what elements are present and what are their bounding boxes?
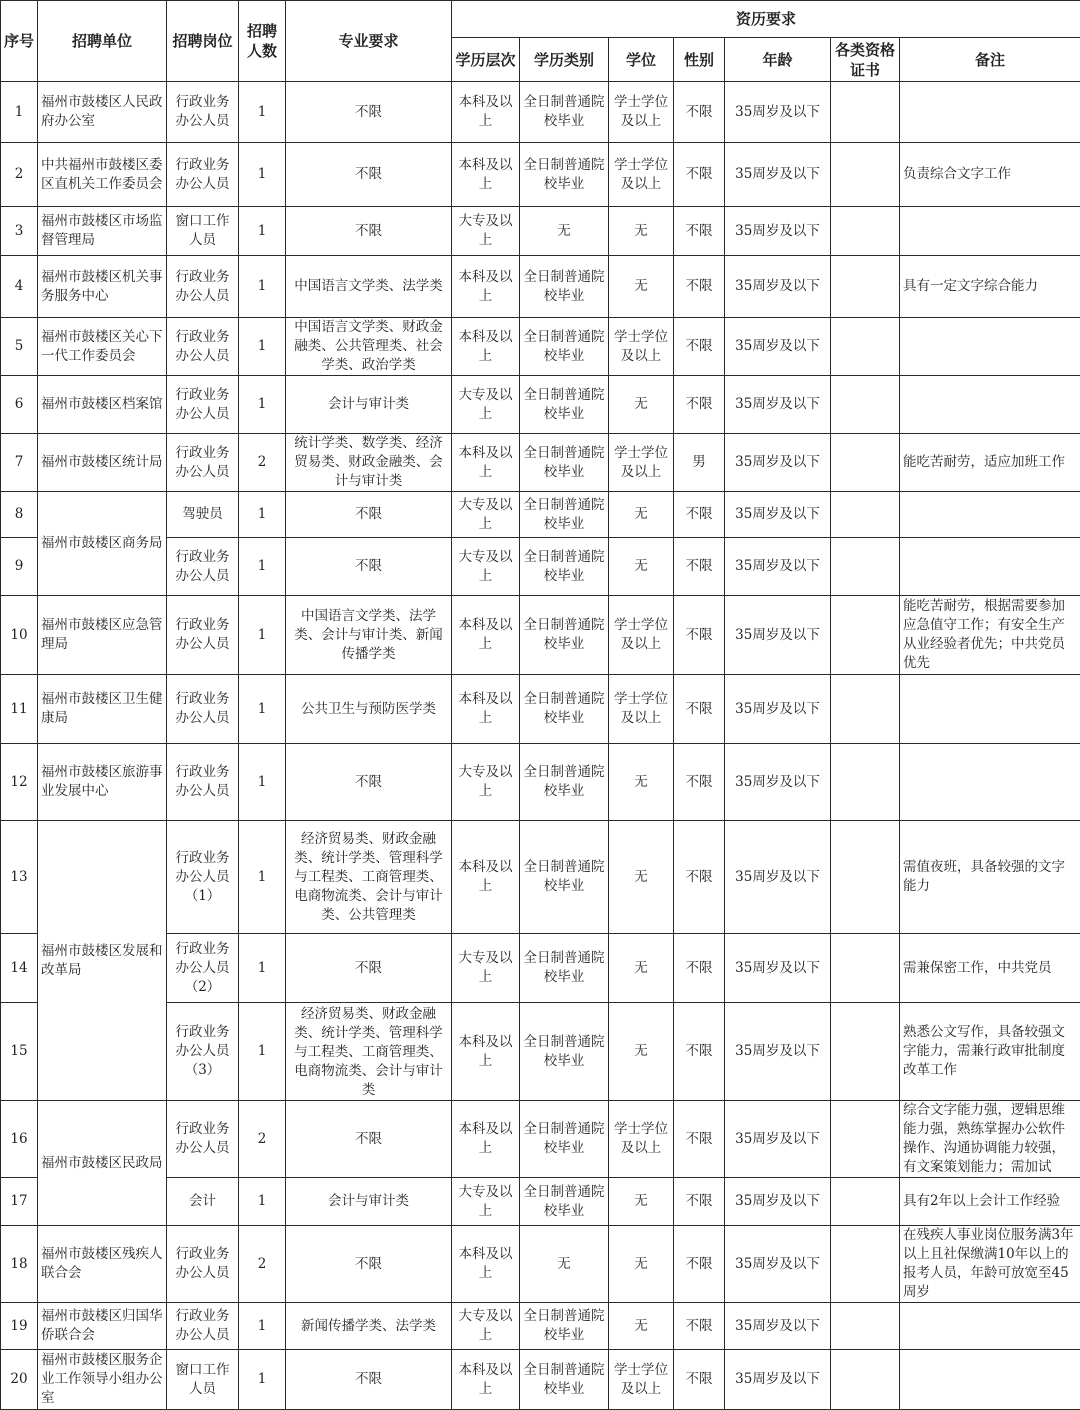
cell-age: 35周岁及以下 <box>725 1003 831 1101</box>
cell-age: 35周岁及以下 <box>725 821 831 934</box>
cell-remarks <box>900 82 1080 143</box>
header-remarks: 备注 <box>900 38 1080 82</box>
cell-degree: 无 <box>609 1178 674 1226</box>
cell-position: 行政业务办公人员（2） <box>167 934 239 1003</box>
cell-degree: 学士学位及以上 <box>609 143 674 207</box>
table-row <box>1 143 1080 207</box>
cell-major: 中国语言文学类、法学类、会计与审计类、新闻传播学类 <box>286 596 452 675</box>
cell-edu-level: 本科及以上 <box>452 143 520 207</box>
cell-edu-category: 全日制普通院校毕业 <box>520 596 609 675</box>
cell-edu-category: 全日制普通院校毕业 <box>520 376 609 434</box>
cell-major: 不限 <box>286 744 452 821</box>
cell-edu-category: 全日制普通院校毕业 <box>520 1003 609 1101</box>
cell-edu-level: 本科及以上 <box>452 1101 520 1178</box>
cell-edu-level: 本科及以上 <box>452 821 520 934</box>
cell-gender: 不限 <box>674 744 725 821</box>
cell-degree: 无 <box>609 492 674 538</box>
cell-edu-level: 本科及以上 <box>452 675 520 744</box>
cell-age: 35周岁及以下 <box>725 538 831 596</box>
header-unit: 招聘单位 <box>38 1 167 82</box>
cell-seq: 15 <box>1 1003 38 1101</box>
cell-edu-level: 本科及以上 <box>452 1350 520 1410</box>
cell-position: 行政业务办公人员 <box>167 1226 239 1303</box>
cell-edu-category: 无 <box>520 1226 609 1303</box>
cell-gender: 不限 <box>674 256 725 318</box>
cell-age: 35周岁及以下 <box>725 1178 831 1226</box>
cell-major: 不限 <box>286 1350 452 1410</box>
cell-degree: 学士学位及以上 <box>609 1350 674 1410</box>
header-position: 招聘岗位 <box>167 1 239 82</box>
cell-certificate <box>831 1178 900 1226</box>
cell-count: 1 <box>239 821 286 934</box>
cell-edu-category: 全日制普通院校毕业 <box>520 744 609 821</box>
cell-unit: 福州市鼓楼区机关事务服务中心 <box>38 256 167 318</box>
table-row <box>1 492 1080 538</box>
cell-edu-level: 大专及以上 <box>452 376 520 434</box>
cell-degree: 学士学位及以上 <box>609 434 674 492</box>
cell-edu-level: 本科及以上 <box>452 82 520 143</box>
cell-unit: 福州市鼓楼区应急管理局 <box>38 596 167 675</box>
cell-edu-level: 大专及以上 <box>452 934 520 1003</box>
cell-seq: 19 <box>1 1303 38 1350</box>
header-degree: 学位 <box>609 38 674 82</box>
cell-degree: 学士学位及以上 <box>609 1101 674 1178</box>
cell-seq: 20 <box>1 1350 38 1410</box>
cell-position: 行政业务办公人员 <box>167 1303 239 1350</box>
cell-certificate <box>831 821 900 934</box>
cell-remarks: 负责综合文字工作 <box>900 143 1080 207</box>
cell-gender: 不限 <box>674 1003 725 1101</box>
cell-seq: 6 <box>1 376 38 434</box>
cell-certificate <box>831 1350 900 1410</box>
table-row <box>1 744 1080 821</box>
table-row <box>1 1303 1080 1350</box>
cell-edu-level: 大专及以上 <box>452 538 520 596</box>
cell-unit: 福州市鼓楼区人民政府办公室 <box>38 82 167 143</box>
cell-seq: 10 <box>1 596 38 675</box>
cell-unit: 福州市鼓楼区商务局 <box>38 492 167 596</box>
table-row <box>1 675 1080 744</box>
cell-certificate <box>831 376 900 434</box>
cell-seq: 5 <box>1 318 38 376</box>
cell-seq: 13 <box>1 821 38 934</box>
cell-unit: 福州市鼓楼区档案馆 <box>38 376 167 434</box>
cell-position: 会计 <box>167 1178 239 1226</box>
cell-degree: 无 <box>609 934 674 1003</box>
table-row <box>1 1101 1080 1178</box>
cell-remarks: 能吃苦耐劳，适应加班工作 <box>900 434 1080 492</box>
cell-gender: 不限 <box>674 318 725 376</box>
cell-certificate <box>831 492 900 538</box>
cell-position: 行政业务办公人员 <box>167 256 239 318</box>
cell-remarks <box>900 538 1080 596</box>
cell-seq: 1 <box>1 82 38 143</box>
cell-degree: 无 <box>609 821 674 934</box>
cell-major: 会计与审计类 <box>286 1178 452 1226</box>
cell-major: 新闻传播学类、法学类 <box>286 1303 452 1350</box>
cell-count: 1 <box>239 82 286 143</box>
table-row <box>1 82 1080 143</box>
cell-seq: 7 <box>1 434 38 492</box>
cell-count: 2 <box>239 434 286 492</box>
cell-age: 35周岁及以下 <box>725 1226 831 1303</box>
cell-seq: 9 <box>1 538 38 596</box>
cell-seq: 12 <box>1 744 38 821</box>
cell-degree: 无 <box>609 376 674 434</box>
cell-count: 1 <box>239 143 286 207</box>
cell-age: 35周岁及以下 <box>725 675 831 744</box>
cell-degree: 无 <box>609 256 674 318</box>
cell-edu-category: 全日制普通院校毕业 <box>520 492 609 538</box>
cell-remarks <box>900 318 1080 376</box>
cell-certificate <box>831 434 900 492</box>
cell-age: 35周岁及以下 <box>725 492 831 538</box>
cell-major: 会计与审计类 <box>286 376 452 434</box>
cell-seq: 3 <box>1 207 38 256</box>
cell-age: 35周岁及以下 <box>725 207 831 256</box>
table-row <box>1 821 1080 934</box>
cell-certificate <box>831 934 900 1003</box>
cell-edu-category: 全日制普通院校毕业 <box>520 1101 609 1178</box>
cell-age: 35周岁及以下 <box>725 256 831 318</box>
cell-edu-category: 全日制普通院校毕业 <box>520 318 609 376</box>
cell-seq: 17 <box>1 1178 38 1226</box>
cell-gender: 不限 <box>674 1350 725 1410</box>
cell-major: 不限 <box>286 492 452 538</box>
cell-certificate <box>831 538 900 596</box>
cell-unit: 福州市鼓楼区市场监督管理局 <box>38 207 167 256</box>
cell-age: 35周岁及以下 <box>725 82 831 143</box>
cell-position: 行政业务办公人员 <box>167 596 239 675</box>
cell-seq: 18 <box>1 1226 38 1303</box>
cell-count: 2 <box>239 1101 286 1178</box>
cell-position: 窗口工作人员 <box>167 207 239 256</box>
cell-major: 不限 <box>286 1226 452 1303</box>
cell-remarks: 具有2年以上会计工作经验 <box>900 1178 1080 1226</box>
cell-age: 35周岁及以下 <box>725 143 831 207</box>
cell-edu-level: 本科及以上 <box>452 318 520 376</box>
cell-certificate <box>831 1101 900 1178</box>
cell-age: 35周岁及以下 <box>725 318 831 376</box>
cell-remarks: 需值夜班，具备较强的文字能力 <box>900 821 1080 934</box>
header-count: 招聘人数 <box>239 1 286 82</box>
cell-count: 1 <box>239 376 286 434</box>
table-row <box>1 376 1080 434</box>
cell-gender: 不限 <box>674 596 725 675</box>
cell-major: 不限 <box>286 538 452 596</box>
cell-edu-category: 全日制普通院校毕业 <box>520 143 609 207</box>
cell-remarks: 综合文字能力强，逻辑思维能力强，熟练掌握办公软件操作、沟通协调能力较强，有文案策划能力；需加试 <box>900 1101 1080 1178</box>
cell-gender: 不限 <box>674 538 725 596</box>
table-row <box>1 596 1080 675</box>
cell-count: 1 <box>239 675 286 744</box>
cell-certificate <box>831 1226 900 1303</box>
cell-seq: 11 <box>1 675 38 744</box>
cell-gender: 不限 <box>674 1101 725 1178</box>
cell-unit: 中共福州市鼓楼区委区直机关工作委员会 <box>38 143 167 207</box>
cell-unit: 福州市鼓楼区民政局 <box>38 1101 167 1226</box>
cell-degree: 无 <box>609 1003 674 1101</box>
cell-age: 35周岁及以下 <box>725 1350 831 1410</box>
cell-edu-level: 本科及以上 <box>452 596 520 675</box>
cell-position: 行政业务办公人员 <box>167 82 239 143</box>
cell-position: 窗口工作人员 <box>167 1350 239 1410</box>
cell-unit: 福州市鼓楼区残疾人联合会 <box>38 1226 167 1303</box>
cell-major: 不限 <box>286 1101 452 1178</box>
cell-position: 行政业务办公人员 <box>167 675 239 744</box>
cell-edu-category: 全日制普通院校毕业 <box>520 82 609 143</box>
cell-edu-level: 本科及以上 <box>452 1003 520 1101</box>
cell-position: 行政业务办公人员 <box>167 318 239 376</box>
cell-age: 35周岁及以下 <box>725 596 831 675</box>
cell-gender: 不限 <box>674 1178 725 1226</box>
cell-position: 驾驶员 <box>167 492 239 538</box>
header-major: 专业要求 <box>286 1 452 82</box>
cell-gender: 不限 <box>674 1226 725 1303</box>
cell-certificate <box>831 1003 900 1101</box>
cell-major: 中国语言文学类、财政金融类、公共管理类、社会学类、政治学类 <box>286 318 452 376</box>
cell-edu-category: 全日制普通院校毕业 <box>520 256 609 318</box>
header-qualifications: 资历要求 <box>452 1 1080 38</box>
cell-seq: 2 <box>1 143 38 207</box>
cell-degree: 无 <box>609 1226 674 1303</box>
cell-edu-level: 大专及以上 <box>452 1178 520 1226</box>
cell-degree: 无 <box>609 538 674 596</box>
header-seq: 序号 <box>1 1 38 82</box>
cell-certificate <box>831 256 900 318</box>
cell-certificate <box>831 1303 900 1350</box>
cell-position: 行政业务办公人员 <box>167 1101 239 1178</box>
cell-gender: 不限 <box>674 207 725 256</box>
cell-seq: 14 <box>1 934 38 1003</box>
cell-edu-level: 大专及以上 <box>452 492 520 538</box>
cell-major: 统计学类、数学类、经济贸易类、财政金融类、会计与审计类 <box>286 434 452 492</box>
cell-age: 35周岁及以下 <box>725 934 831 1003</box>
cell-edu-category: 无 <box>520 207 609 256</box>
cell-count: 2 <box>239 1226 286 1303</box>
cell-position: 行政业务办公人员（3） <box>167 1003 239 1101</box>
cell-count: 1 <box>239 538 286 596</box>
cell-count: 1 <box>239 1003 286 1101</box>
cell-gender: 不限 <box>674 82 725 143</box>
cell-gender: 不限 <box>674 934 725 1003</box>
cell-age: 35周岁及以下 <box>725 1101 831 1178</box>
cell-degree: 无 <box>609 1303 674 1350</box>
cell-certificate <box>831 744 900 821</box>
header-age: 年龄 <box>725 38 831 82</box>
cell-edu-category: 全日制普通院校毕业 <box>520 434 609 492</box>
cell-edu-category: 全日制普通院校毕业 <box>520 821 609 934</box>
table-row <box>1 207 1080 256</box>
cell-edu-category: 全日制普通院校毕业 <box>520 538 609 596</box>
table-row <box>1 1226 1080 1303</box>
cell-major: 公共卫生与预防医学类 <box>286 675 452 744</box>
cell-count: 1 <box>239 744 286 821</box>
cell-seq: 8 <box>1 492 38 538</box>
cell-count: 1 <box>239 492 286 538</box>
cell-gender: 不限 <box>674 492 725 538</box>
header-certificate: 各类资格证书 <box>831 38 900 82</box>
cell-count: 1 <box>239 256 286 318</box>
cell-count: 1 <box>239 1303 286 1350</box>
cell-position: 行政业务办公人员 <box>167 434 239 492</box>
cell-remarks: 具有一定文字综合能力 <box>900 256 1080 318</box>
cell-count: 1 <box>239 1350 286 1410</box>
cell-age: 35周岁及以下 <box>725 376 831 434</box>
table-row <box>1 318 1080 376</box>
cell-unit: 福州市鼓楼区关心下一代工作委员会 <box>38 318 167 376</box>
cell-position: 行政业务办公人员（1） <box>167 821 239 934</box>
cell-edu-level: 本科及以上 <box>452 256 520 318</box>
cell-unit: 福州市鼓楼区卫生健康局 <box>38 675 167 744</box>
cell-edu-level: 大专及以上 <box>452 744 520 821</box>
cell-gender: 不限 <box>674 821 725 934</box>
cell-remarks <box>900 376 1080 434</box>
cell-unit: 福州市鼓楼区归国华侨联合会 <box>38 1303 167 1350</box>
cell-remarks <box>900 207 1080 256</box>
cell-remarks <box>900 1303 1080 1350</box>
cell-remarks: 需兼保密工作，中共党员 <box>900 934 1080 1003</box>
cell-major: 不限 <box>286 207 452 256</box>
cell-unit: 福州市鼓楼区旅游事业发展中心 <box>38 744 167 821</box>
cell-edu-category: 全日制普通院校毕业 <box>520 675 609 744</box>
cell-major: 经济贸易类、财政金融类、统计学类、管理科学与工程类、工商管理类、电商物流类、会计与审计类 <box>286 1003 452 1101</box>
table-row <box>1 1350 1080 1410</box>
cell-degree: 学士学位及以上 <box>609 82 674 143</box>
cell-major: 不限 <box>286 143 452 207</box>
cell-certificate <box>831 596 900 675</box>
cell-age: 35周岁及以下 <box>725 434 831 492</box>
cell-certificate <box>831 143 900 207</box>
cell-gender: 不限 <box>674 675 725 744</box>
cell-degree: 学士学位及以上 <box>609 318 674 376</box>
cell-remarks: 能吃苦耐劳，根据需要参加应急值守工作；有安全生产从业经验者优先；中共党员优先 <box>900 596 1080 675</box>
cell-count: 1 <box>239 596 286 675</box>
cell-position: 行政业务办公人员 <box>167 376 239 434</box>
cell-major: 不限 <box>286 82 452 143</box>
cell-remarks: 熟悉公文写作，具备较强文字能力，需兼行政审批制度改革工作 <box>900 1003 1080 1101</box>
cell-remarks <box>900 492 1080 538</box>
cell-count: 1 <box>239 934 286 1003</box>
header-gender: 性别 <box>674 38 725 82</box>
cell-unit: 福州市鼓楼区发展和改革局 <box>38 821 167 1101</box>
cell-remarks <box>900 675 1080 744</box>
cell-seq: 4 <box>1 256 38 318</box>
cell-major: 不限 <box>286 934 452 1003</box>
cell-certificate <box>831 82 900 143</box>
cell-certificate <box>831 207 900 256</box>
cell-seq: 16 <box>1 1101 38 1178</box>
table-row <box>1 434 1080 492</box>
cell-position: 行政业务办公人员 <box>167 744 239 821</box>
cell-edu-level: 大专及以上 <box>452 207 520 256</box>
cell-certificate <box>831 318 900 376</box>
cell-gender: 男 <box>674 434 725 492</box>
cell-edu-level: 本科及以上 <box>452 434 520 492</box>
cell-count: 1 <box>239 207 286 256</box>
cell-degree: 无 <box>609 744 674 821</box>
cell-unit: 福州市鼓楼区服务企业工作领导小组办公室 <box>38 1350 167 1410</box>
cell-age: 35周岁及以下 <box>725 744 831 821</box>
header-edu-category: 学历类别 <box>520 38 609 82</box>
cell-edu-category: 全日制普通院校毕业 <box>520 1350 609 1410</box>
cell-gender: 不限 <box>674 376 725 434</box>
header-edu-level: 学历层次 <box>452 38 520 82</box>
table-row <box>1 256 1080 318</box>
cell-remarks <box>900 744 1080 821</box>
cell-edu-level: 本科及以上 <box>452 1226 520 1303</box>
cell-unit: 福州市鼓楼区统计局 <box>38 434 167 492</box>
cell-certificate <box>831 675 900 744</box>
cell-edu-level: 大专及以上 <box>452 1303 520 1350</box>
cell-edu-category: 全日制普通院校毕业 <box>520 934 609 1003</box>
cell-gender: 不限 <box>674 1303 725 1350</box>
cell-position: 行政业务办公人员 <box>167 538 239 596</box>
cell-remarks: 在残疾人事业岗位服务满3年以上且社保缴满10年以上的报考人员，年龄可放宽至45周岁 <box>900 1226 1080 1303</box>
cell-gender: 不限 <box>674 143 725 207</box>
cell-degree: 学士学位及以上 <box>609 675 674 744</box>
cell-degree: 无 <box>609 207 674 256</box>
cell-count: 1 <box>239 1178 286 1226</box>
cell-edu-category: 全日制普通院校毕业 <box>520 1303 609 1350</box>
cell-major: 中国语言文学类、法学类 <box>286 256 452 318</box>
cell-position: 行政业务办公人员 <box>167 143 239 207</box>
cell-major: 经济贸易类、财政金融类、统计学类、管理科学与工程类、工商管理类、电商物流类、会计与审计类、公共管理类 <box>286 821 452 934</box>
cell-count: 1 <box>239 318 286 376</box>
cell-degree: 学士学位及以上 <box>609 596 674 675</box>
cell-remarks <box>900 1350 1080 1410</box>
cell-age: 35周岁及以下 <box>725 1303 831 1350</box>
cell-edu-category: 全日制普通院校毕业 <box>520 1178 609 1226</box>
